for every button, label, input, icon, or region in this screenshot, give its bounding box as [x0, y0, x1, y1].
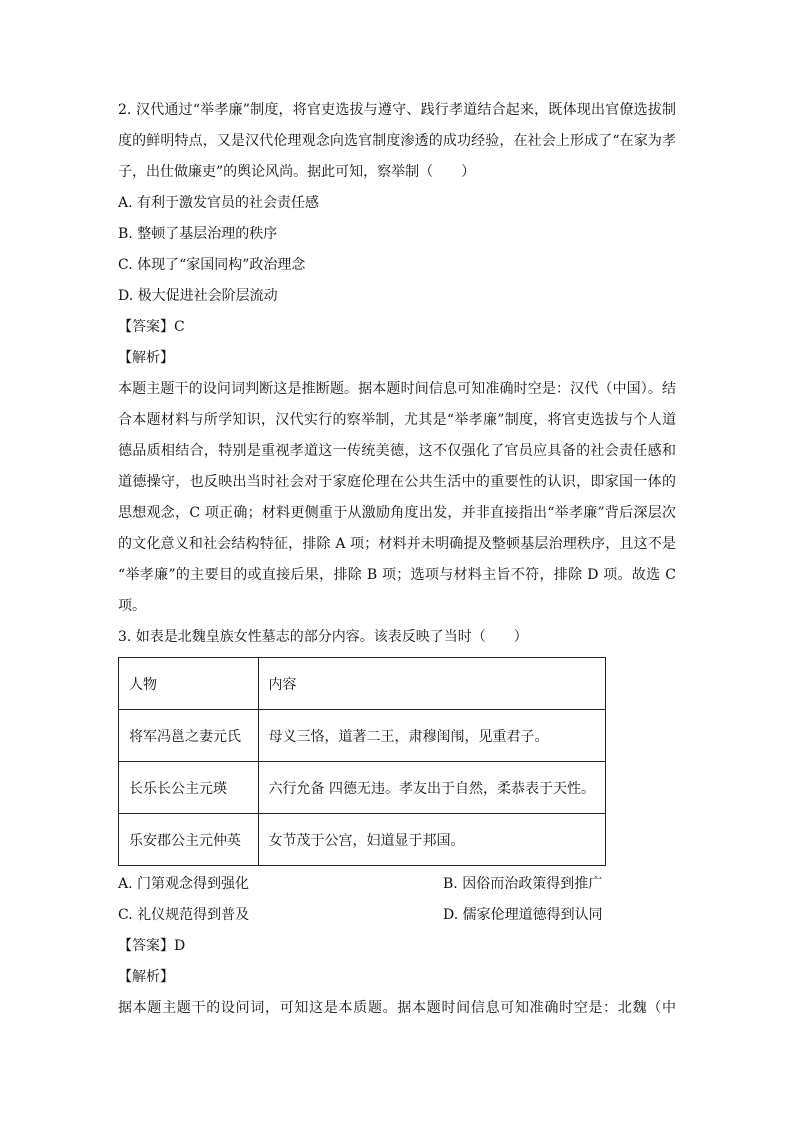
q3-option-a: A. 门第观念得到强化	[118, 876, 250, 892]
q3-options-row-1	[118, 869, 676, 900]
q3-option-c: C. 礼仪规范得到普及	[118, 907, 250, 923]
q2-analysis-line: 项。	[118, 598, 146, 614]
q2-stem-line: 2. 汉代通过“举孝廉”制度，将官吏选拔与遵守、践行孝道结合起来，既体现出官僚选拔制	[118, 102, 676, 118]
table-row	[119, 814, 606, 866]
table-header-cell: 人物	[119, 658, 259, 710]
q2-option-d: D. 极大促进社会阶层流动	[118, 288, 278, 304]
table-cell: 乐安郡公主元仲英	[119, 814, 259, 866]
q3-option-b: B. 因俗而治政策得到推广	[443, 876, 603, 892]
q2-option-c: C. 体现了“家国同构”政治理念	[118, 257, 306, 273]
table-cell: 母义三恪，道著二王，肃穆闺闱，见重君子。	[258, 710, 605, 762]
q2-analysis-line: 道德操守，也反映出当时社会对于家庭伦理在公共生活中的重要性的认识，即家国一体的	[118, 474, 676, 490]
q2-stem-line: 度的鲜明特点，又是汉代伦理观念向选官制度渗透的成功经验，在社会上形成了“在家为孝	[118, 133, 676, 149]
q2-analysis-line: 本题主题干的设问词判断这是推断题。据本题时间信息可知准确时空是：汉代（中国）。结	[118, 381, 676, 397]
q2-stem-line: 子，出仕做廉吏”的舆论风尚。据此可知，察举制（ ）	[118, 164, 476, 180]
q3-options-row-2	[118, 900, 676, 931]
q3-answer-block	[118, 931, 676, 1024]
q3-option-d: D. 儒家伦理道德得到认同	[443, 907, 603, 923]
q3-answer: 【答案】D	[118, 938, 186, 954]
epitaph-table	[118, 657, 606, 866]
table-cell: 将军冯邕之妻元氏	[119, 710, 259, 762]
table-header-row	[119, 658, 606, 710]
table-row	[119, 762, 606, 814]
table-row	[119, 710, 606, 762]
q2-analysis-line: 的文化意义和社会结构特征，排除 A 项；材料并未明确提及整顿基层治理秩序，且这不是	[118, 536, 676, 552]
q3-analysis-line: 据本题主题干的设问词，可知这是本质题。据本题时间信息可知准确时空是：北魏（中	[118, 1000, 676, 1016]
table-header-cell: 内容	[258, 658, 605, 710]
table-cell: 六行允备 四德无违。孝友出于自然，柔恭表于天性。	[258, 762, 605, 814]
q2-analysis-line: 思想观念，C 项正确；材料更侧重于从激励角度出发，并非直接指出“举孝廉”背后深层次	[118, 505, 676, 521]
q2-analysis-title: 【解析】	[118, 350, 174, 366]
table-cell: 长乐长公主元瑛	[119, 762, 259, 814]
q3-analysis-title: 【解析】	[118, 969, 174, 985]
q2-analysis-line: “举孝廉”的主要目的或直接后果，排除 B 项；选项与材料主旨不符，排除 D 项。故选 C	[118, 567, 676, 583]
q2-analysis-line: 德品质相结合，特别是重视孝道这一传统美德，这不仅强化了官员应具备的社会责任感和	[118, 443, 676, 459]
q2-analysis-line: 合本题材料与所学知识，汉代实行的察举制，尤其是“举孝廉”制度，将官吏选拔与个人道	[118, 412, 676, 428]
q2-option-b: B. 整顿了基层治理的秩序	[118, 226, 278, 242]
q3-stem: 3. 如表是北魏皇族女性墓志的部分内容。该表反映了当时（ ）	[118, 629, 528, 645]
question-2	[118, 95, 676, 653]
q2-answer: 【答案】C	[118, 319, 185, 335]
q2-option-a: A. 有利于激发官员的社会责任感	[118, 195, 320, 211]
table-cell: 女节茂于公宫，妇道显于邦国。	[258, 814, 605, 866]
